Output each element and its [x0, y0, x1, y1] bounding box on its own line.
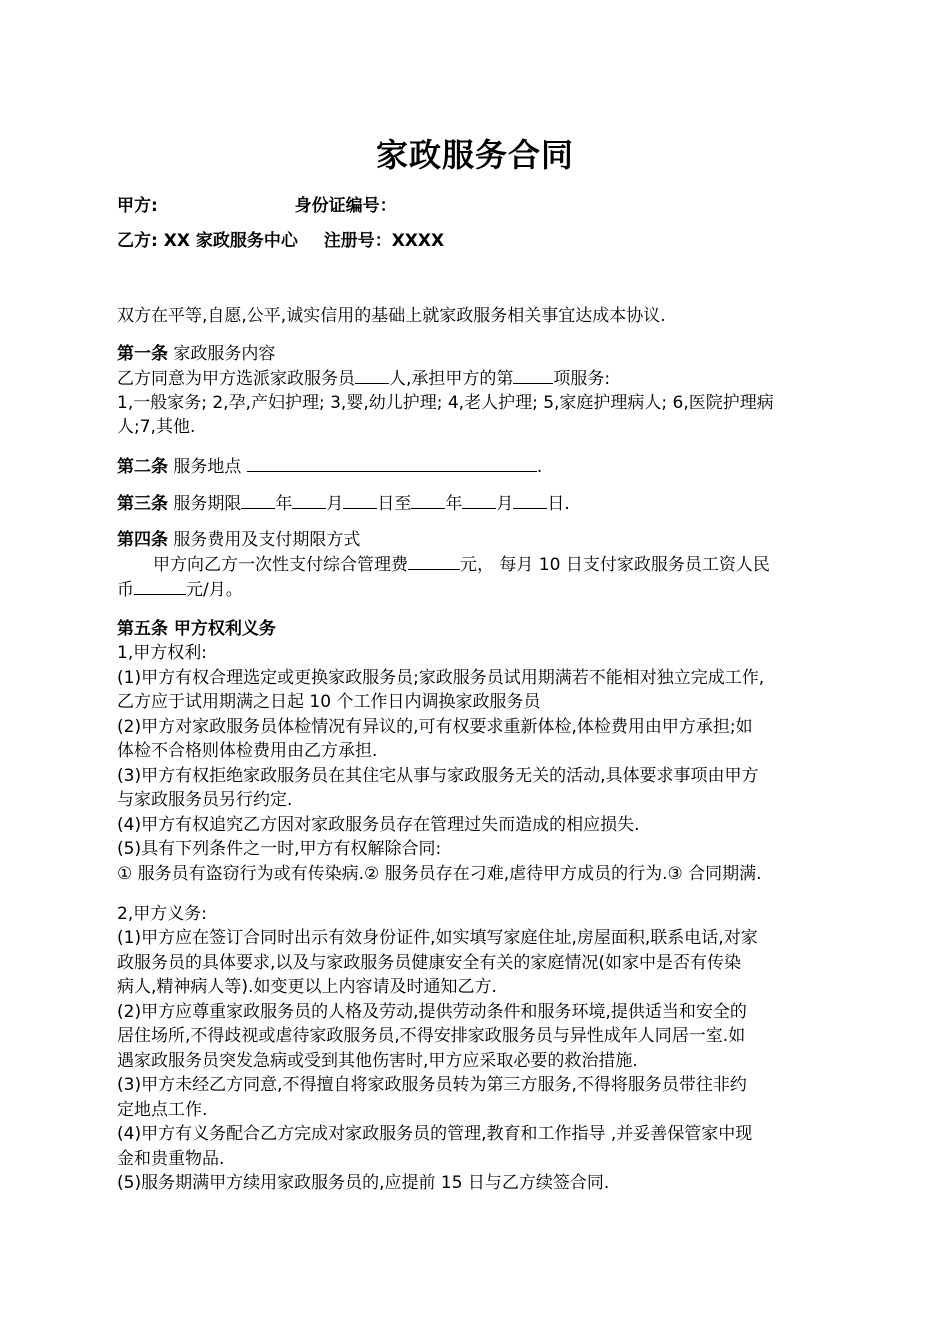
text: 乙方同意为甲方选派家政服务员	[117, 369, 355, 389]
party-a-id-label: 身份证编号：	[294, 196, 397, 216]
duties-line: 政服务员的具体要求,以及与家政服务员健康安全有关的家庭情况(如家中是否有传染	[117, 953, 742, 973]
service-location-blank[interactable]	[247, 454, 537, 472]
text: 币	[117, 580, 134, 600]
duties-line: (5)服务期满甲方续用家政服务员的,应提前 15 日与乙方续签合同.	[117, 1173, 610, 1193]
article-2	[117, 454, 542, 479]
article-1-title: 家政服务内容	[173, 344, 276, 364]
rights-line: (1)甲方有权合理选定或更换家政服务员;家政服务员试用期满若不能相对独立完成工作,	[117, 668, 765, 688]
duties-line: 金和贵重物品.	[117, 1149, 225, 1169]
article-5-heading: 第五条 甲方权利义务	[117, 619, 276, 639]
duties-line: 定地点工作.	[117, 1100, 208, 1120]
text: 元/月。	[186, 580, 243, 600]
article-2-title: 服务地点	[173, 457, 242, 477]
article-3-number: 第三条	[117, 494, 168, 514]
duties-line: 遇家政服务员突发急病或受到其他伤害时,甲方应采取必要的救治措施.	[117, 1051, 638, 1071]
management-fee-blank[interactable]	[408, 552, 460, 570]
article-4-number: 第四条	[117, 530, 168, 550]
article-1-line-2: 1,一般家务; 2,孕,产妇护理; 3,婴,幼儿护理; 4,老人护理; 5,家庭护理病人; 6,医院护理病	[117, 393, 774, 413]
document-title: 家政服务合同	[375, 136, 574, 174]
article-4-title: 服务费用及支付期限方式	[173, 530, 361, 550]
text: 年	[445, 494, 463, 514]
duties-label: 2,甲方义务:	[117, 904, 207, 924]
duties-line: (3)甲方未经乙方同意,不得擅自将家政服务员转为第三方服务,不得将服务员带往非约	[117, 1075, 747, 1095]
text: 项服务:	[553, 369, 611, 389]
text: .	[536, 457, 543, 477]
article-1-line-3: 人;7,其他.	[117, 417, 196, 437]
rights-line: ① 服务员有盗窃行为或有传染病.② 服务员存在刁难,虐待甲方成员的行为.③ 合同期满.	[117, 864, 762, 884]
rights-line: (5)具有下列条件之一时,甲方有权解除合同:	[117, 839, 442, 859]
article-1-heading	[117, 342, 275, 366]
party-a-label: 甲方:	[117, 196, 158, 216]
rights-label: 1,甲方权利:	[117, 643, 207, 663]
text: 元， 每月 10 日支付家政服务员工资人民	[460, 555, 770, 575]
article-4-heading	[117, 528, 360, 552]
start-day-blank[interactable]	[343, 491, 377, 509]
article-4-line-2	[117, 577, 243, 602]
duties-line: (2)甲方应尊重家政服务员的人格及劳动,提供劳动条件和服务环境,提供适当和安全的	[117, 1002, 747, 1022]
rights-line: 体检不合格则体检费用由乙方承担.	[117, 741, 378, 761]
monthly-wage-blank[interactable]	[134, 577, 186, 595]
party-b-reg-label: 注册号：XXXX	[323, 231, 445, 251]
end-month-blank[interactable]	[462, 491, 496, 509]
duties-line: 病人,精神病人等).如变更以上内容请及时通知乙方.	[117, 977, 497, 997]
article-1-line-1	[117, 366, 610, 391]
start-year-blank[interactable]	[241, 491, 275, 509]
rights-line: (3)甲方有权拒绝家政服务员在其住宅从事与家政服务无关的活动,具体要求事项由甲方	[117, 766, 759, 786]
rights-line: 乙方应于试用期满之日起 10 个工作日内调换家政服务员	[117, 692, 541, 712]
article-1-number: 第一条	[117, 344, 168, 364]
duties-line: (4)甲方有义务配合乙方完成对家政服务员的管理,教育和工作指导 ,并妥善保管家中现	[117, 1124, 753, 1144]
article-4-line-1	[117, 552, 770, 577]
duties-line: (1)甲方应在签订合同时出示有效身份证件,如实填写家庭住址,房屋面积,联系电话,对家	[117, 928, 758, 948]
text: 日.	[547, 494, 570, 514]
text: 年	[275, 494, 293, 514]
text: 月	[496, 494, 514, 514]
duties-line: 居住场所,不得歧视或虐待家政服务员,不得安排家政服务员与异性成年人同居一室.如	[117, 1026, 746, 1046]
text: 月	[326, 494, 344, 514]
article-2-number: 第二条	[117, 457, 168, 477]
service-item-blank[interactable]	[513, 366, 553, 384]
intro-paragraph: 双方在平等,自愿,公平,诚实信用的基础上就家政服务相关事宜达成本协议.	[117, 306, 666, 326]
rights-line: 与家政服务员另行约定.	[117, 790, 293, 810]
party-b-line	[117, 229, 444, 253]
text: 甲方向乙方一次性支付综合管理费	[153, 555, 408, 575]
rights-line: (2)甲方对家政服务员体检情况有异议的,可有权要求重新体检,体检费用由甲方承担;如	[117, 717, 753, 737]
staff-count-blank[interactable]	[355, 366, 389, 384]
party-b-label: 乙方: XX 家政服务中心	[117, 231, 298, 251]
start-month-blank[interactable]	[292, 491, 326, 509]
end-day-blank[interactable]	[513, 491, 547, 509]
text: 日至	[377, 494, 412, 514]
rights-line: (4)甲方有权追究乙方因对家政服务员存在管理过失而造成的相应损失.	[117, 815, 640, 835]
text: 人,承担甲方的第	[389, 369, 514, 389]
article-3	[117, 491, 570, 516]
end-year-blank[interactable]	[411, 491, 445, 509]
article-3-title: 服务期限	[173, 494, 242, 514]
party-a-line	[117, 194, 397, 218]
